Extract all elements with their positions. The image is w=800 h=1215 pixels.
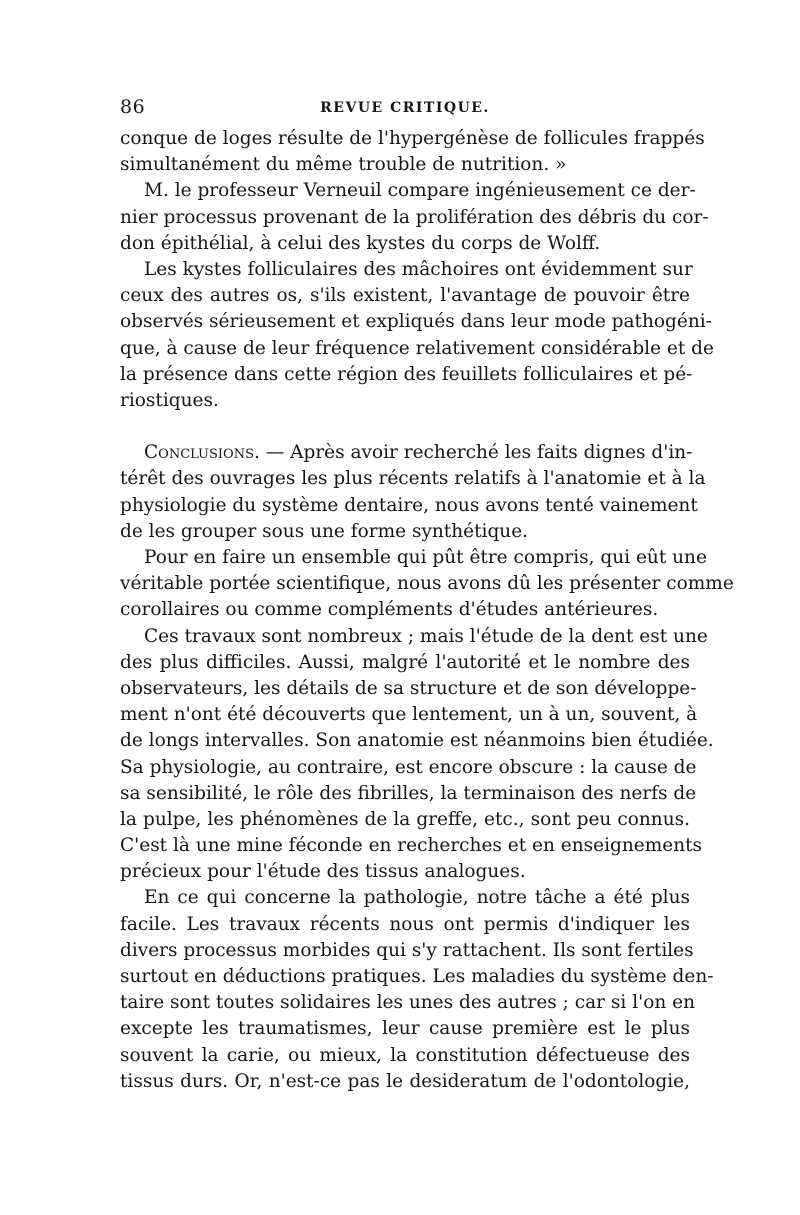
- text-line: C'est là une mine féconde en recherches et en enseignements: [120, 835, 703, 857]
- paragraph-conclusions: [120, 440, 706, 545]
- text-line: Pour en faire un ensemble qui pût être compris, qui eût une: [144, 547, 707, 568]
- text-line-rest: — Après avoir recherché les faits dignes d'in-: [259, 442, 693, 464]
- text-line: conque de loges résulte de l'hypergénèse de follicules frappés: [120, 128, 705, 149]
- text-line: M. le professeur Verneuil compare ingénieusement ce der-: [144, 180, 696, 202]
- text-line: Ces travaux sont nombreux ; mais l'étude de la dent est une: [144, 625, 708, 647]
- text-line: divers processus morbides qui s'y rattachent. Ils sont fertiles: [120, 939, 694, 961]
- body-text: [120, 126, 734, 1095]
- paragraph-travaux: [120, 624, 714, 886]
- page-header: [120, 96, 690, 124]
- text-line: facile. Les travaux récents nous ont permis d'indiquer les: [120, 913, 690, 935]
- text-line: térêt des ouvrages les plus récents relatifs à l'anatomie et à la: [120, 468, 706, 490]
- text-line: véritable portée scientifique, nous avons dû les présenter comme: [120, 573, 734, 595]
- paragraph-ensemble: [120, 545, 734, 624]
- text-line: des plus difficiles. Aussi, malgré l'autorité et le nombre des: [120, 651, 690, 673]
- text-line: observés sérieusement et expliqués dans leur mode pathogéni-: [120, 311, 712, 333]
- paragraph-gap: [120, 414, 690, 440]
- text-line: ment n'ont été découverts que lentement, un à un, souvent, à: [120, 704, 698, 726]
- page-number: 86: [120, 96, 146, 118]
- text-line: de les grouper sous une forme synthétique.: [120, 520, 529, 542]
- text-line: physiologie du système dentaire, nous avons tenté vainement: [120, 494, 698, 516]
- text-line: de longs intervalles. Son anatomie est néanmoins bien étudiée.: [120, 730, 714, 752]
- paragraph-kystes: [120, 257, 714, 414]
- paragraph-verneuil: [120, 178, 709, 257]
- text-line: la présence dans cette région des feuillets folliculaires et pé-: [120, 363, 693, 385]
- text-line: la pulpe, les phénomènes de la greffe, etc., sont peu connus.: [120, 808, 690, 830]
- text-line: que, à cause de leur fréquence relativement considérable et de: [120, 337, 714, 359]
- text-line: Sa physiologie, au contraire, est encore obscure : la cause de: [120, 756, 697, 778]
- text-line: tissus durs. Or, n'est-ce pas le desideratum de l'odontologie,: [120, 1070, 690, 1092]
- text-line: nier processus provenant de la prolifération des débris du cor-: [120, 206, 709, 228]
- paragraph-continuation: [120, 126, 705, 178]
- text-line: taire sont toutes solidaires les unes des autres ; car si l'on en: [120, 992, 695, 1014]
- text-line: don épithélial, à celui des kystes du corps de Wolff.: [120, 232, 601, 254]
- text-line: ceux des autres os, s'ils existent, l'avantage de pouvoir être: [120, 285, 690, 307]
- text-line: sa sensibilité, le rôle des fibrilles, la terminaison des nerfs de: [120, 782, 697, 804]
- running-title: REVUE CRITIQUE.: [320, 100, 490, 116]
- text-line: corollaires ou comme compléments d'études antérieures.: [120, 599, 659, 621]
- text-line: [120, 440, 693, 466]
- text-line: précieux pour l'étude des tissus analogues.: [120, 861, 526, 883]
- paragraph-pathologie: [120, 885, 714, 1095]
- text-line: riostiques.: [120, 389, 219, 411]
- text-line: Les kystes folliculaires des mâchoires ont évidemment sur: [144, 258, 693, 280]
- text-line: simultanément du même trouble de nutrition. »: [120, 154, 567, 176]
- text-line: surtout en déductions pratiques. Les maladies du système den-: [120, 966, 714, 987]
- text-line: En ce qui concerne la pathologie, notre tâche a été plus: [144, 887, 690, 909]
- text-line: excepte les traumatismes, leur cause première est le plus: [120, 1018, 690, 1040]
- text-line: souvent la carie, ou mieux, la constitution défectueuse des: [120, 1044, 690, 1066]
- text-line: observateurs, les détails de sa structure et de son développe-: [120, 677, 697, 699]
- section-heading: Conclusions.: [144, 442, 260, 464]
